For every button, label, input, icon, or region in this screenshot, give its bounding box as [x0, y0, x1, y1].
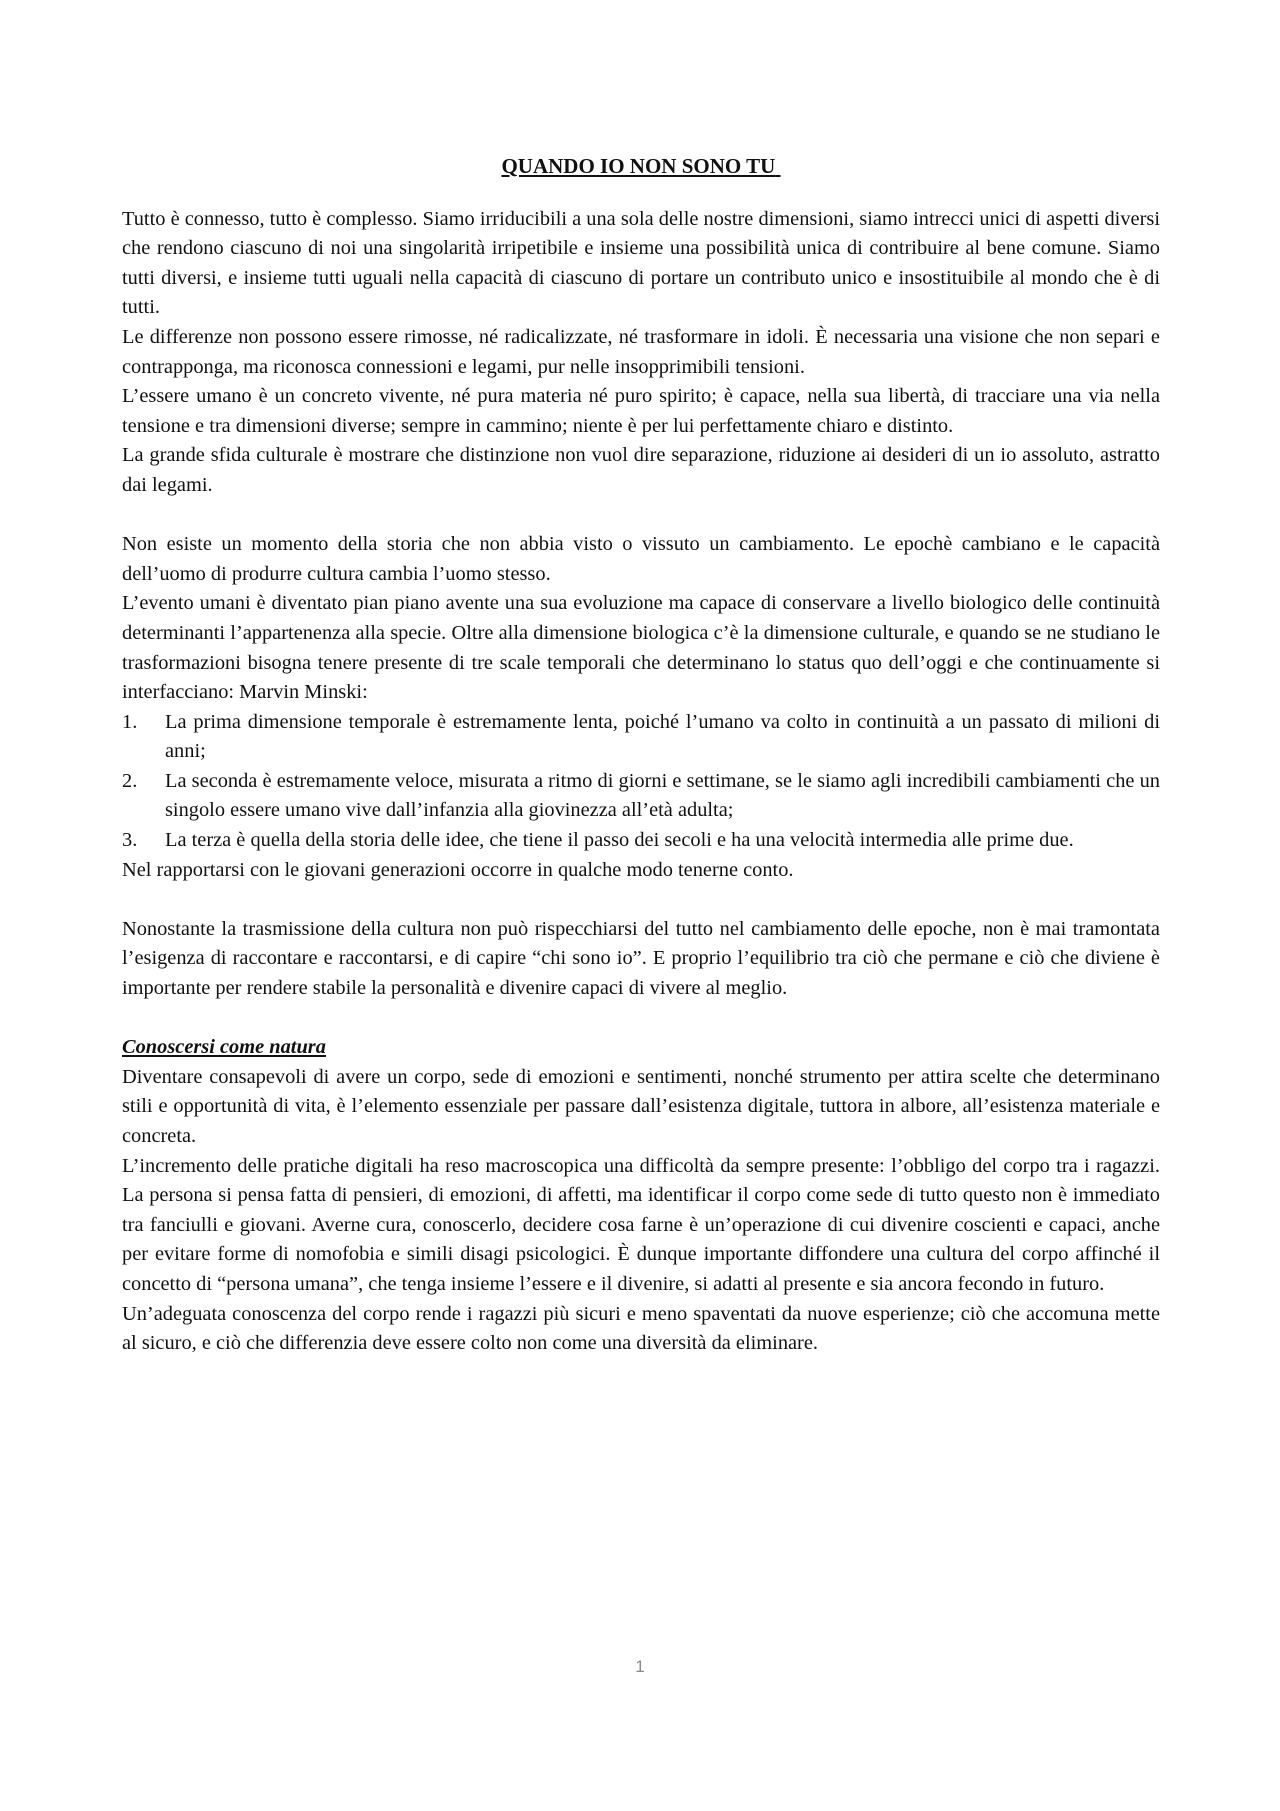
list-item-text: La terza è quella della storia delle idee, che tiene il passo dei secoli e ha una velocità intermedia alle prime due. [165, 829, 1074, 852]
paragraph-spacer [122, 885, 1160, 915]
temporal-scales-list [122, 708, 1160, 856]
paragraph: L’essere umano è un concreto vivente, né pura materia né puro spirito; è capace, nella sua libertà, di tracciare una via nella tensione e tra dimensioni diverse; sempre in cammino; niente è per lui perfettamente chiaro e distinto. [122, 385, 1160, 437]
paragraph: Nonostante la trasmissione della cultura non può rispecchiarsi del tutto nel cambiamento delle epoche, non è mai tramontata l’esigenza di raccontare e raccontarsi, e di capire “chi sono io”. E proprio l’equilibrio tra ciò che permane e ciò che diviene è importante per rendere stabile la personalità e divenire capaci di vivere al meglio. [122, 917, 1160, 1000]
paragraph: Tutto è connesso, tutto è complesso. Siamo irriducibili a una sola delle nostre dimensioni, siamo intrecci unici di aspetti diversi che rendono ciascuno di noi una singolarità irripetibile e insieme una possibilità unica di contribuire al bene comune. Siamo tutti diversi, e insieme tutti uguali nella capacità di ciascuno di portare un contributo unico e insostituibile al mondo che è di tutti. [122, 207, 1160, 319]
paragraph: Nel rapportarsi con le giovani generazioni occorre in qualche modo tenerne conto. [122, 858, 794, 881]
page-title [122, 152, 1160, 182]
document-body [122, 152, 1160, 1359]
page-number: 1 [635, 1657, 645, 1676]
paragraph-spacer [122, 501, 1160, 531]
paragraph: Un’adeguata conoscenza del corpo rende i ragazzi più sicuri e meno spaventati da nuove esperienze; ciò che accomuna mette al sicuro, e ciò che differenzia deve essere colto non come una diversità da eliminare. [122, 1302, 1160, 1355]
list-item [122, 767, 1160, 826]
paragraph: L’incremento delle pratiche digitali ha reso macroscopica una difficoltà da sempre presente: l’obbligo del corpo tra i ragazzi. La persona si pensa fatta di pensieri, di emozioni, di affetti, ma identificar il corpo come sede di tutto questo non è immediato tra fanciulli e giovani. Averne cura, conoscerlo, decidere cosa farne è un’operazione di cui divenire coscienti e capaci, anche per evitare forme di nomofobia e simili disagi psicologici. È dunque importante diffondere una cultura del corpo affinché il concetto di “persona umana”, che tenga insieme l’essere e il divenire, si adatti al presente e sia ancora fecondo in futuro. [122, 1154, 1160, 1295]
list-number: 3. [122, 829, 138, 852]
paragraph: Le differenze non possono essere rimosse, né radicalizzate, né trasformare in idoli. È necessaria una visione che non separi e contrapponga, ma riconosca connessioni e legami, pur nelle insopprimibili tensioni. [122, 325, 1160, 378]
paragraph: La grande sfida culturale è mostrare che distinzione non vuol dire separazione, riduzione ai desideri di un io assoluto, astratto dai legami. [122, 444, 1160, 496]
list-number: 1. [122, 710, 138, 733]
list-item [122, 708, 1160, 767]
section-heading [122, 1033, 1160, 1063]
list-item [122, 826, 1160, 856]
list-item-text: La seconda è estremamente veloce, misurata a ritmo di giorni e settimane, se le siamo agli incredibili cambiamenti che un singolo essere umano vive dall’infanzia alla giovinezza all’età adulta; [165, 769, 1160, 822]
paragraph-spacer [122, 1004, 1160, 1034]
title-text: QUANDO IO NON SONO TU [501, 154, 776, 178]
list-item-text: La prima dimensione temporale è estremamente lenta, poiché l’umano va colto in continuità a un passato di milioni di anni; [165, 710, 1160, 763]
paragraph: L’evento umani è diventato pian piano avente una sua evoluzione ma capace di conservare a livello biologico delle continuità determinanti l’appartenenza alla specie. Oltre alla dimensione biologica c’è la dimensione culturale, e quando se ne studiano le trasformazioni bisogna tenere presente di tre scale temporali che determinano lo status quo dell’oggi e che continuamente si interfacciano: Marvin Minski: [122, 592, 1160, 704]
list-number: 2. [122, 769, 138, 792]
paragraph: Diventare consapevoli di avere un corpo, sede di emozioni e sentimenti, nonché strumento per attira scelte che determinano stili e opportunità di vita, è l’elemento essenziale per passare dall’esistenza digitale, tuttora in albore, all’esistenza materiale e concreta. [122, 1065, 1160, 1147]
paragraph: Non esiste un momento della storia che non abbia visto o vissuto un cambiamento. Le epochè cambiano e le capacità dell’uomo di produrre cultura cambia l’uomo stesso. [122, 533, 1160, 585]
section-heading-text: Conoscersi come natura [122, 1036, 326, 1059]
